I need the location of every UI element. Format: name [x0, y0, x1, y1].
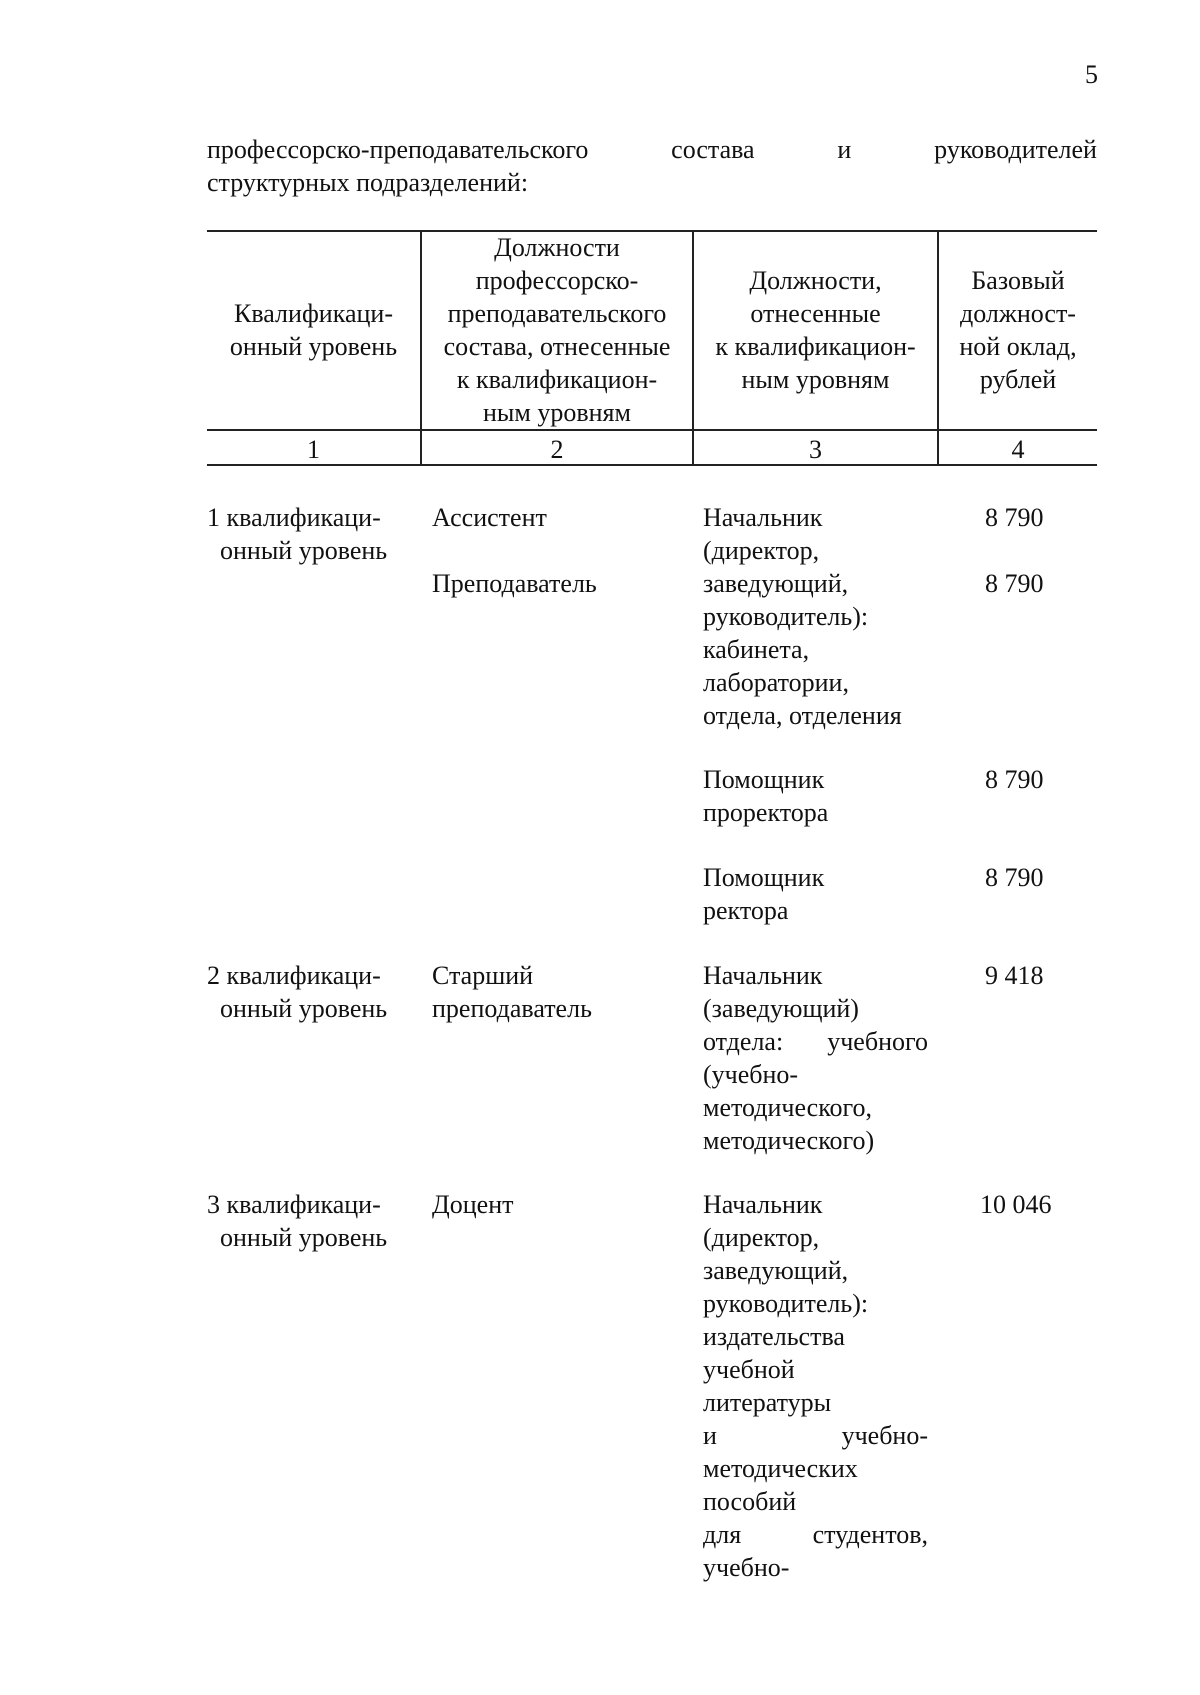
- position-word: отдела:: [703, 1027, 784, 1056]
- position-line: (директор,: [703, 536, 820, 565]
- staff-line: Старший: [432, 961, 534, 990]
- position-line: пособий: [703, 1487, 797, 1516]
- position-entry: [703, 959, 928, 1157]
- column-number: 3: [809, 435, 822, 464]
- position-word: и: [703, 1421, 717, 1450]
- position-entry: [703, 763, 928, 829]
- position-line: [703, 1419, 928, 1452]
- staff-position: Преподаватель: [432, 569, 597, 598]
- header-line: ной оклад,: [959, 332, 1077, 361]
- intro-paragraph: [207, 133, 1097, 199]
- intro-word: руководителей: [934, 135, 1097, 164]
- position-entry: [703, 1188, 928, 1584]
- position-word: учебно-: [841, 1421, 928, 1450]
- qualification-level: [207, 1188, 417, 1254]
- salary-value: 8 790: [985, 503, 1044, 532]
- header-line: к квалификацион-: [715, 332, 916, 361]
- header-line: к квалификацион-: [456, 365, 658, 394]
- header-line: должност-: [960, 299, 1076, 328]
- level-line: онный уровень: [220, 994, 388, 1023]
- salary-value: 10 046: [980, 1190, 1052, 1219]
- level-line: 3 квалификаци-: [207, 1190, 381, 1219]
- staff-position: Доцент: [432, 1190, 514, 1219]
- position-line: учебно-: [703, 1553, 790, 1582]
- page-number: 5: [1085, 60, 1098, 89]
- header-line: Должности: [494, 233, 620, 262]
- position-entry: [703, 861, 928, 927]
- salary-value: 8 790: [985, 765, 1044, 794]
- level-line: онный уровень: [220, 536, 388, 565]
- header-bottom-rule: [207, 429, 1097, 431]
- header-line: отнесенные: [750, 299, 881, 328]
- header-line: Квалификаци-: [234, 299, 393, 328]
- position-line: лаборатории,: [703, 668, 849, 697]
- intro-word: и: [837, 135, 852, 164]
- position-line: [703, 1025, 928, 1058]
- header-line: ным уровням: [483, 398, 631, 427]
- header-teaching-positions: [422, 231, 692, 429]
- header-other-positions: [694, 264, 937, 396]
- header-line: ным уровням: [741, 365, 890, 394]
- position-line: руководитель):: [703, 1289, 869, 1318]
- position-line: Начальник: [703, 503, 823, 532]
- header-line: рублей: [979, 365, 1057, 394]
- header-base-salary: [939, 264, 1097, 396]
- qualification-level: [207, 959, 417, 1025]
- position-line: методического): [703, 1126, 875, 1155]
- header-line: онный уровень: [229, 332, 398, 361]
- position-line: Помощник: [703, 863, 825, 892]
- intro-line: структурных подразделений:: [207, 168, 529, 197]
- position-line: литературы: [703, 1388, 832, 1417]
- header-line: состава, отнесенные: [443, 332, 671, 361]
- position-line: кабинета,: [703, 635, 810, 664]
- column-number: 4: [1011, 435, 1025, 464]
- header-line: Должности,: [749, 266, 882, 295]
- position-line: издательства: [703, 1322, 845, 1351]
- position-line: Помощник: [703, 765, 825, 794]
- position-line: руководитель):: [703, 602, 869, 631]
- header-qualification-level: [207, 297, 420, 363]
- position-line: отдела, отделения: [703, 701, 902, 730]
- position-line: (директор,: [703, 1223, 820, 1252]
- header-line: преподавательского: [447, 299, 667, 328]
- staff-position: Ассистент: [432, 503, 547, 532]
- header-line: Базовый: [971, 266, 1065, 295]
- position-line: Начальник: [703, 1190, 823, 1219]
- position-word: студентов,: [812, 1520, 928, 1549]
- intro-word: состава: [671, 135, 755, 164]
- staff-position: [432, 959, 592, 1025]
- level-line: 2 квалификаци-: [207, 961, 381, 990]
- position-line: методического,: [703, 1093, 873, 1122]
- salary-value: 9 418: [985, 961, 1044, 990]
- salary-value: 8 790: [985, 569, 1044, 598]
- position-line: учебной: [703, 1355, 795, 1384]
- position-line: (учебно-: [703, 1060, 799, 1089]
- staff-line: преподаватель: [432, 994, 592, 1023]
- position-word: для: [703, 1520, 742, 1549]
- position-line: заведующий,: [703, 569, 849, 598]
- header-line: профессорско-: [475, 266, 639, 295]
- intro-line: [207, 133, 1097, 166]
- position-line: (заведующий): [703, 994, 859, 1023]
- qualification-level: [207, 501, 417, 567]
- position-line: проректора: [703, 798, 829, 827]
- salary-value: 8 790: [985, 863, 1044, 892]
- position-line: заведующий,: [703, 1256, 849, 1285]
- position-line: Начальник: [703, 961, 823, 990]
- level-line: 1 квалификаци-: [207, 503, 381, 532]
- position-line: [703, 1518, 928, 1551]
- level-line: онный уровень: [220, 1223, 388, 1252]
- position-line: ректора: [703, 896, 789, 925]
- position-word: учебного: [827, 1027, 928, 1056]
- column-number: 2: [550, 435, 564, 464]
- position-entry: [703, 501, 928, 732]
- position-line: методических: [703, 1454, 858, 1483]
- intro-word: профессорско-преподавательского: [207, 135, 589, 164]
- column-number: 1: [307, 435, 320, 464]
